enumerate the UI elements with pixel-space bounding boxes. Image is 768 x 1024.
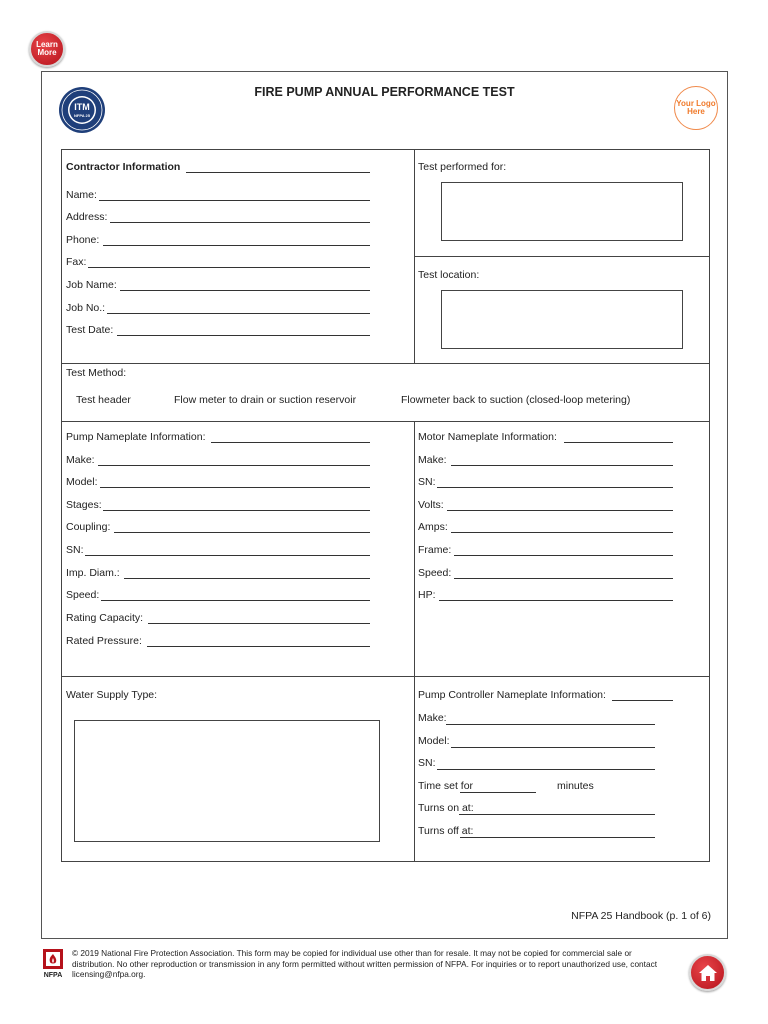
logo-placeholder [674, 86, 718, 130]
contractor-phone-label: Phone: [66, 234, 100, 246]
pump-sn-label: SN: [66, 544, 84, 556]
pump-model-label: Model: [66, 476, 98, 488]
controller-turns-off-field[interactable] [460, 837, 655, 838]
pump-rated-pressure-label: Rated Pressure: [66, 635, 142, 647]
page-title: FIRE PUMP ANNUAL PERFORMANCE TEST [254, 85, 515, 99]
seal-subtext: NFPA 25 [73, 113, 91, 118]
divider [414, 256, 710, 257]
motor-frame-field[interactable] [454, 555, 673, 556]
pump-rating-capacity-label: Rating Capacity: [66, 612, 144, 624]
motor-frame-label: Frame: [418, 544, 452, 556]
contractor-name-label: Name: [66, 189, 97, 201]
controller-model-field[interactable] [451, 747, 655, 748]
learn-more-label-line1: Learn [36, 40, 58, 49]
controller-sn-label: SN: [418, 757, 436, 769]
contractor-job-name-field[interactable] [120, 290, 370, 291]
controller-time-set-label: Time set for [418, 780, 474, 792]
pump-make-field[interactable] [98, 465, 370, 466]
home-icon [698, 964, 718, 982]
water-supply-type-box[interactable] [74, 720, 380, 842]
contractor-address-field[interactable] [110, 222, 370, 223]
nfpa-logo-icon [41, 948, 65, 978]
motor-amps-field[interactable] [451, 532, 673, 533]
controller-turns-on-label: Turns on at: [418, 802, 474, 814]
contractor-test-date-label: Test Date: [66, 324, 114, 336]
controller-minutes-label: minutes [557, 780, 594, 792]
test-location-box[interactable] [441, 290, 683, 349]
motor-make-field[interactable] [451, 465, 673, 466]
seal-text: ITM [74, 102, 90, 112]
pump-imp-diam-label: Imp. Diam.: [66, 567, 120, 579]
pump-rated-pressure-field[interactable] [147, 646, 370, 647]
contractor-job-name-label: Job Name: [66, 279, 117, 291]
divider [62, 421, 710, 422]
controller-nameplate-heading: Pump Controller Nameplate Information: [418, 689, 606, 701]
controller-turns-off-label: Turns off at: [418, 825, 474, 837]
controller-model-label: Model: [418, 735, 450, 747]
contractor-fax-field[interactable] [88, 267, 370, 268]
learn-more-button[interactable] [29, 31, 65, 67]
controller-nameplate-heading-line[interactable] [612, 700, 673, 701]
pump-speed-label: Speed: [66, 589, 100, 601]
divider [62, 676, 710, 677]
contractor-address-label: Address: [66, 211, 108, 223]
controller-sn-field[interactable] [437, 769, 655, 770]
contractor-job-no-field[interactable] [107, 313, 370, 314]
divider [414, 421, 415, 862]
pump-model-field[interactable] [100, 487, 370, 488]
test-performed-for-label: Test performed for: [418, 161, 507, 173]
motor-amps-label: Amps: [418, 521, 448, 533]
contractor-heading: Contractor Information [66, 161, 181, 173]
test-method-label: Test Method: [66, 367, 127, 379]
pump-stages-field[interactable] [103, 510, 370, 511]
motor-make-label: Make: [418, 454, 447, 466]
motor-nameplate-heading: Motor Nameplate Information: [418, 431, 557, 443]
divider [62, 363, 710, 364]
motor-speed-label: Speed: [418, 567, 452, 579]
test-method-option-test-header[interactable]: Test header [76, 394, 131, 406]
pump-rating-capacity-field[interactable] [148, 623, 370, 624]
contractor-name-field[interactable] [99, 200, 370, 201]
motor-speed-field[interactable] [454, 578, 673, 579]
motor-sn-field[interactable] [437, 487, 673, 488]
test-performed-for-box[interactable] [441, 182, 683, 241]
contractor-test-date-field[interactable] [117, 335, 370, 336]
motor-volts-field[interactable] [447, 510, 673, 511]
motor-nameplate-heading-line[interactable] [564, 442, 673, 443]
pump-speed-field[interactable] [101, 600, 370, 601]
contractor-fax-label: Fax: [66, 256, 87, 268]
contractor-phone-field[interactable] [103, 245, 370, 246]
contractor-heading-line[interactable] [186, 172, 370, 173]
form-table [61, 149, 710, 862]
nfpa-logo-text: NFPA [43, 972, 63, 978]
controller-time-set-field[interactable] [460, 792, 536, 793]
logo-placeholder-line1: Your Logo [676, 99, 716, 108]
motor-hp-label: HP: [418, 589, 436, 601]
pump-sn-field[interactable] [85, 555, 370, 556]
controller-make-label: Make: [418, 712, 447, 724]
motor-sn-label: SN: [418, 476, 436, 488]
form-page [41, 71, 728, 939]
learn-more-label-line2: More [37, 48, 57, 57]
pump-imp-diam-field[interactable] [124, 578, 370, 579]
pump-coupling-field[interactable] [114, 532, 370, 533]
handbook-page-reference: NFPA 25 Handbook (p. 1 of 6) [571, 910, 711, 922]
copyright-notice: © 2019 National Fire Protection Association. This form may be copied for individual use other than for resale. It may not be copied for commercial sale or distribution. No other reproduction or transmission in any form permitted without written permission of NFPA. For inquiries or to report unauthorized use, contact licensing@nfpa.org. [72, 948, 658, 979]
pump-nameplate-heading: Pump Nameplate Information: [66, 431, 206, 443]
logo-placeholder-line2: Here [687, 107, 705, 116]
pump-coupling-label: Coupling: [66, 521, 111, 533]
controller-turns-on-field[interactable] [459, 814, 655, 815]
controller-make-field[interactable] [446, 724, 655, 725]
pump-make-label: Make: [66, 454, 95, 466]
test-method-option-flowmeter-closed-loop[interactable]: Flowmeter back to suction (closed-loop metering) [401, 394, 631, 406]
contractor-job-no-label: Job No.: [66, 302, 106, 314]
test-location-label: Test location: [418, 269, 480, 281]
water-supply-type-label: Water Supply Type: [66, 689, 158, 701]
pump-stages-label: Stages: [66, 499, 102, 511]
test-method-option-flow-meter-drain[interactable]: Flow meter to drain or suction reservoir [174, 394, 357, 406]
home-button[interactable] [689, 954, 726, 991]
pump-nameplate-heading-line[interactable] [211, 442, 370, 443]
motor-hp-field[interactable] [439, 600, 673, 601]
motor-volts-label: Volts: [418, 499, 444, 511]
